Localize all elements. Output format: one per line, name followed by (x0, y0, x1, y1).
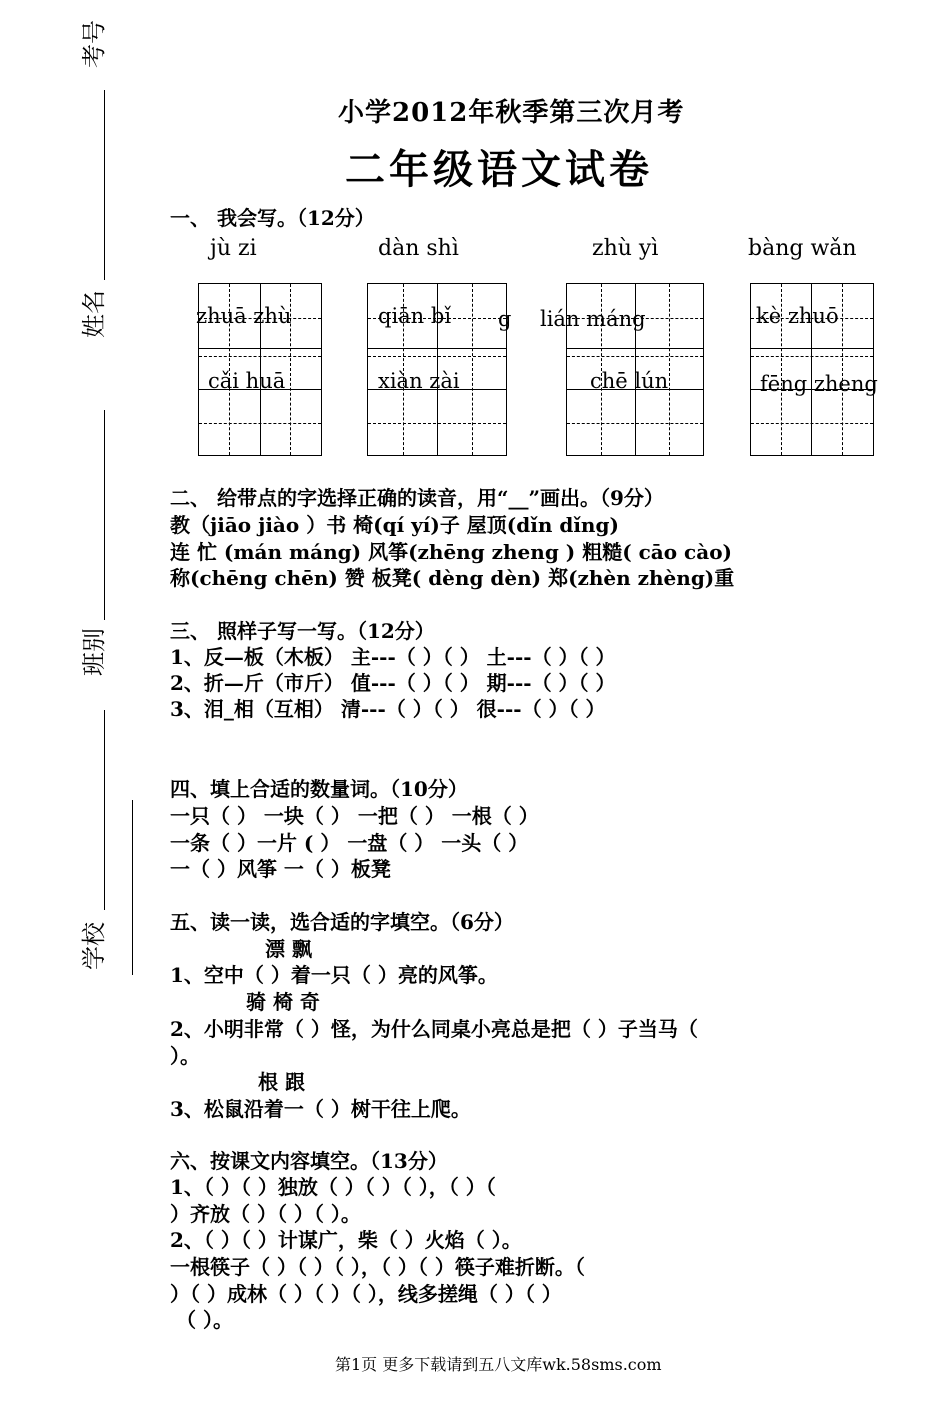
class-label: 班别 (80, 628, 108, 676)
section-5-q2-hint: 骑 椅 奇 (246, 990, 320, 1014)
exam-no-label: 考号 (80, 20, 108, 68)
section-4-line-1: 一只（ ） 一块（ ） 一把（ ） 一根（ ） (170, 804, 539, 828)
section-6-line-1: 1、（ ）（ ）独放（ ）（ ）（ ），（ ）（ (170, 1175, 496, 1199)
pinyin-row2-1: zhuā zhù (196, 304, 292, 328)
section-6-line-5: ）（ ）成林（ ）（ ）（ ），线多搓绳（ ）（ ） (170, 1282, 562, 1306)
section-5-q2-cont: ）。 (170, 1044, 200, 1068)
pinyin-top-3: zhù yì (592, 236, 659, 261)
pinyin-top-1: jù zi (210, 236, 257, 261)
pinyin-row2-extra: g (498, 307, 512, 331)
pinyin-row3-4: fēng zheng (760, 372, 878, 396)
section-6-line-3: 2、（ ）（ ）计谋广，柴（ ）火焰（ ）。 (170, 1228, 522, 1252)
pinyin-row2-3: lián máng (540, 307, 646, 331)
pinyin-row3-3: chē lún (590, 369, 669, 393)
page-footer: 第1页 更多下载请到五八文库wk.58sms.com (335, 1355, 662, 1374)
section-4-line-3: 一（ ）风筝 一（ ）板凳 (170, 857, 391, 881)
section-4-heading: 四、填上合适的数量词。（10分） (170, 777, 468, 801)
section-5-q2: 2、小明非常（ ）怪，为什么同桌小亮总是把（ ）子当马（ (170, 1017, 698, 1041)
section-6-line-2: ）齐放（ ）（ ）（ ）。 (170, 1202, 361, 1226)
section-3-heading: 三、 照样子写一写。（12分） (170, 619, 435, 643)
school-label: 学校 (80, 922, 108, 970)
section-3-line-1: 1、反—板（木板） 主---（ ）（ ） 土---（ ）（ ） (170, 645, 616, 669)
section-5-q1-hint: 漂 飘 (265, 937, 312, 961)
name-label: 姓名 (80, 290, 108, 338)
section-5-heading: 五、读一读，选合适的字填空。（6分） (170, 910, 514, 934)
section-3-line-3: 3、泪_相（互相） 清---（ ）（ ） 很---（ ）（ ） (170, 697, 606, 721)
section-5-q3-hint: 根 跟 (258, 1070, 305, 1094)
exam-subtitle: 小学2012年秋季第三次月考 (338, 98, 685, 128)
pinyin-row2-2: qiān bǐ (378, 304, 452, 328)
section-2-line-3: 称(chēng chēn) 赞 板凳( dèng dèn) 郑(zhèn zhèng)重 (170, 566, 735, 590)
pinyin-row3-2: xiàn zài (378, 369, 460, 393)
school-line-left (132, 800, 133, 975)
section-2-line-2: 连 忙 (mán máng) 风筝(zhēng zheng ) 粗糙( cāo cào) (170, 540, 733, 564)
class-line (104, 710, 105, 910)
section-5-q3: 3、松鼠沿着一（ ）树干往上爬。 (170, 1097, 471, 1121)
section-1-heading: 一、 我会写。（12分） (170, 206, 375, 230)
section-5-q1: 1、空中（ ）着一只（ ）亮的风筝。 (170, 963, 498, 987)
section-6-line-6: （ ）。 (176, 1308, 233, 1332)
section-6-heading: 六、按课文内容填空。（13分） (170, 1149, 448, 1173)
exam-title: 二年级语文试卷 (345, 146, 653, 193)
pinyin-top-4: bàng wǎn (748, 236, 857, 261)
exam-no-line (104, 90, 105, 280)
section-6-line-4: 一根筷子（ ）（ ）（ ），（ ）（ ）筷子难折断。（ (170, 1255, 585, 1279)
section-3-line-2: 2、折—斤（市斤） 值---（ ）（ ） 期---（ ）（ ） (170, 671, 616, 695)
pinyin-row3-1: cǎi huā (208, 369, 286, 393)
pinyin-row2-4: kè zhuō (756, 304, 839, 328)
section-4-line-2: 一条（ ）一片 ( ） 一盘（ ） 一头（ ） (170, 831, 529, 855)
section-2-heading: 二、 给带点的字选择正确的读音，用“__”画出。（9分） (170, 486, 664, 510)
pinyin-top-2: dàn shì (378, 236, 459, 261)
name-line (104, 410, 105, 620)
section-2-line-1: 教（jiāo jiào ）书 椅(qí yí)子 屋顶(dǐn dǐng) (170, 513, 619, 537)
